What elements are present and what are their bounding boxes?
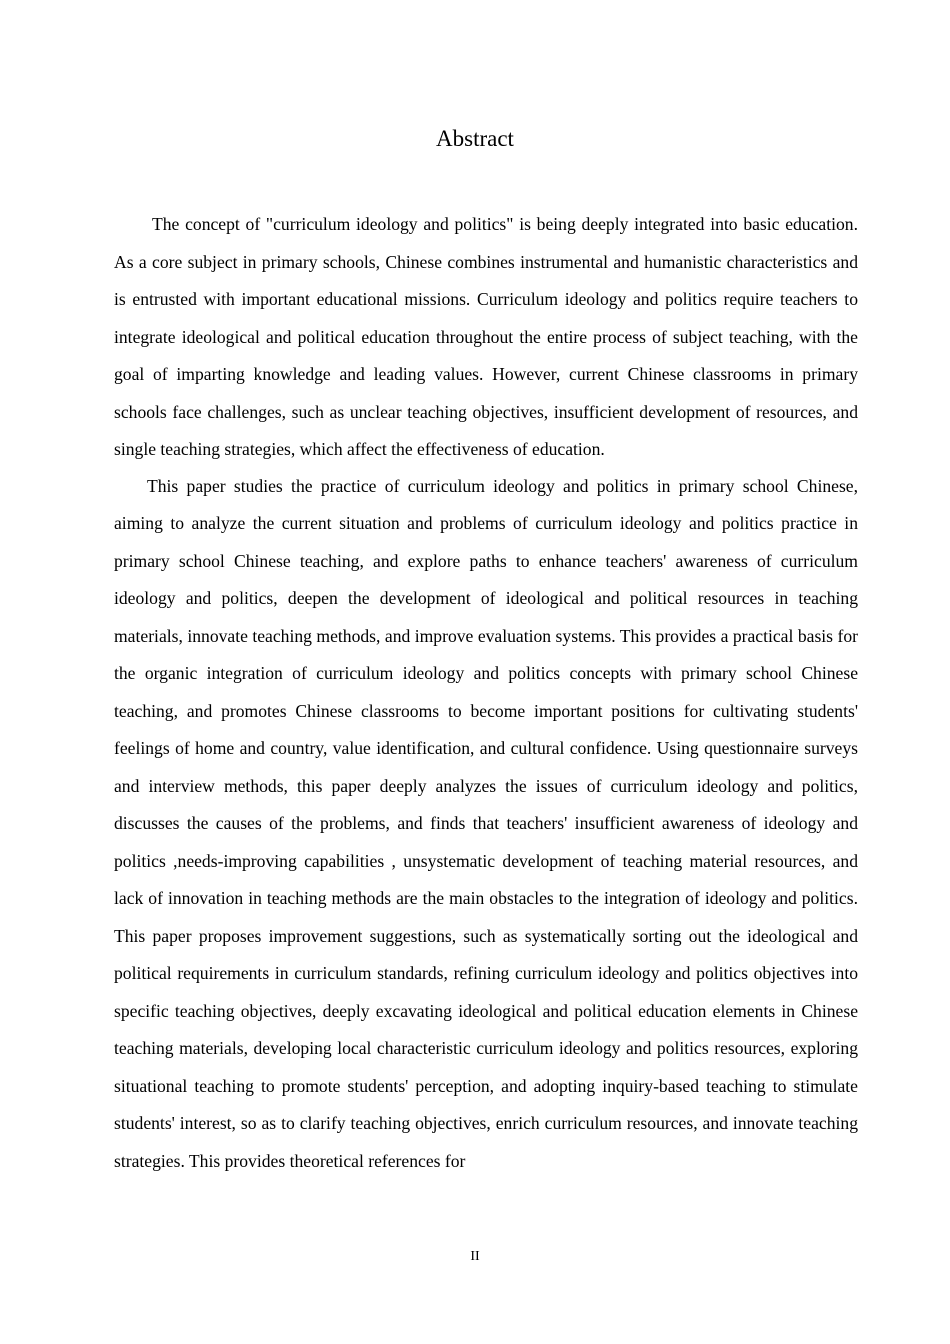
abstract-title: Abstract: [436, 126, 514, 151]
abstract-body: [114, 206, 858, 1180]
abstract-paragraph-2: This paper studies the practice of curriculum ideology and politics in primary school Chinese, aiming to analyze the current situation and problems of curriculum ideology and politics practice in primary school Chinese teaching, and explore paths to enhance teachers' awareness of curriculum ideology and politics, deepen the development of ideological and political resources in teaching materials, innovate teaching methods, and improve evaluation systems. This provides a practical basis for the organic integration of curriculum ideology and politics concepts with primary school Chinese teaching, and promotes Chinese classrooms to become important positions for cultivating students' feelings of home and country, value identification, and cultural confidence. Using questionnaire surveys and interview methods, this paper deeply analyzes the issues of curriculum ideology and politics, discusses the causes of the problems, and finds that teachers' insufficient awareness of ideology and politics ,needs-improving capabilities , unsystematic development of teaching material resources, and lack of innovation in teaching methods are the main obstacles to the integration of ideology and politics. This paper proposes improvement suggestions, such as systematically sorting out the ideological and political requirements in curriculum standards, refining curriculum ideology and politics objectives into specific teaching objectives, deeply excavating ideological and political education elements in Chinese teaching materials, developing local characteristic curriculum ideology and politics resources, exploring situational teaching to promote students' perception, and adopting inquiry-based teaching to stimulate students' interest, so as to clarify teaching objectives, enrich curriculum resources, and innovate teaching strategies. This provides theoretical references for: [114, 475, 858, 1171]
abstract-paragraph-1: The concept of "curriculum ideology and politics" is being deeply integrated into basic education. As a core subject in primary schools, Chinese combines instrumental and humanistic characteristics and is entrusted with important educational missions. Curriculum ideology and politics require teachers to integrate ideological and political education throughout the entire process of subject teaching, with the goal of imparting knowledge and leading values. However, current Chinese classrooms in primary schools face challenges, such as unclear teaching objectives, insufficient development of resources, and single teaching strategies, which affect the effectiveness of education.: [114, 214, 858, 459]
page-number: II: [470, 1249, 480, 1264]
